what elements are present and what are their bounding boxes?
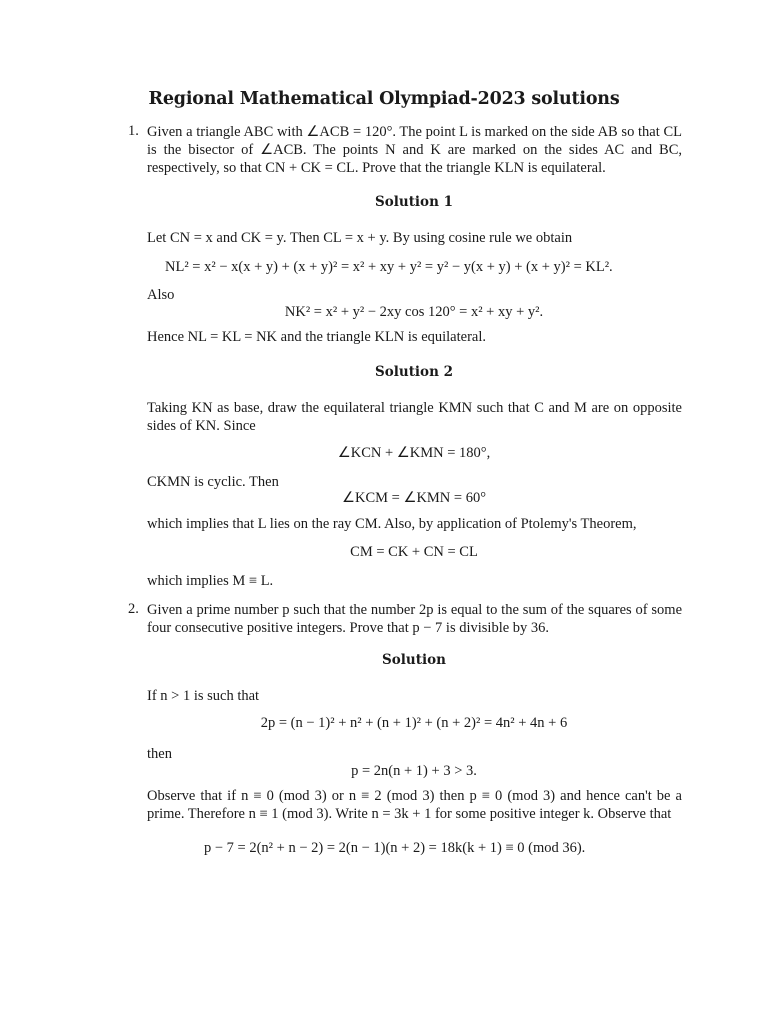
solution-2-equation-3: CM = CK + CN = CL <box>350 544 478 560</box>
solution-2-ptolemy: which implies that L lies on the ray CM. Also, by application of Ptolemy's Theorem, <box>147 516 637 532</box>
solution-3-then: then <box>147 746 172 762</box>
solution-3-equation-1: 2p = (n − 1)² + n² + (n + 1)² + (n + 2)² = 4n² + 4n + 6 <box>260 715 568 731</box>
solution-1-equation-1: NL² = x² − x(x + y) + (x + y)² = x² + xy + y² = y² − y(x + y) + (x + y)² = KL². <box>165 259 613 275</box>
problem-1-statement: Given a triangle ABC with ∠ACB = 120°. The point L is marked on the side AB so that CL is the bisector of ∠ACB. The points N and K are marked on the sides AC and BC, respectively, so that CN + CK = CL. Prove that the triangle KLN is equilateral. <box>147 124 682 176</box>
solution-3-intro: If n > 1 is such that <box>147 688 260 704</box>
solution-1-also: Also <box>147 287 175 303</box>
solution-2-intro: Taking KN as base, draw the equilateral triangle KMN such that C and M are on opposite sides of KN. Since <box>147 400 682 434</box>
solution-2-equation-2: ∠KCM = ∠KMN = 60° <box>341 490 487 506</box>
solution-3-equation-2: p = 2n(n + 1) + 3 > 3. <box>351 763 477 779</box>
solution-1-conclusion: Hence NL = KL = NK and the triangle KLN is equilateral. <box>147 329 487 345</box>
solution-2-equation-1: ∠KCN + ∠KMN = 180°, <box>337 445 491 461</box>
problem-2-statement: Given a prime number p such that the number 2p is equal to the sum of the squares of some four consecutive positive integers. Prove that p − 7 is divisible by 36. <box>147 602 682 636</box>
solution-2-conclusion: which implies M ≡ L. <box>147 573 274 589</box>
solution-1-heading: Solution 1 <box>375 194 453 210</box>
solution-3-equation-3: p − 7 = 2(n² + n − 2) = 2(n − 1)(n + 2) = 18k(k + 1) ≡ 0 (mod 36). <box>204 840 586 856</box>
solution-3-observe: Observe that if n ≡ 0 (mod 3) or n ≡ 2 (mod 3) then p ≡ 0 (mod 3) and hence can't be a prime. Therefore n ≡ 1 (mod 3). Write n = 3k + 1 for some positive integer k. Observe that <box>147 788 682 822</box>
problem-2-number: 2. <box>128 601 139 617</box>
solution-1-equation-2: NK² = x² + y² − 2xy cos 120° = x² + xy + y². <box>284 304 544 320</box>
solution-1-intro: Let CN = x and CK = y. Then CL = x + y. By using cosine rule we obtain <box>147 230 573 246</box>
solution-3-heading: Solution <box>382 652 446 668</box>
solution-2-heading: Solution 2 <box>375 364 453 380</box>
problem-1-number: 1. <box>128 123 139 139</box>
solution-2-cyclic: CKMN is cyclic. Then <box>147 474 279 490</box>
page-title: Regional Mathematical Olympiad-2023 solutions <box>148 89 620 109</box>
